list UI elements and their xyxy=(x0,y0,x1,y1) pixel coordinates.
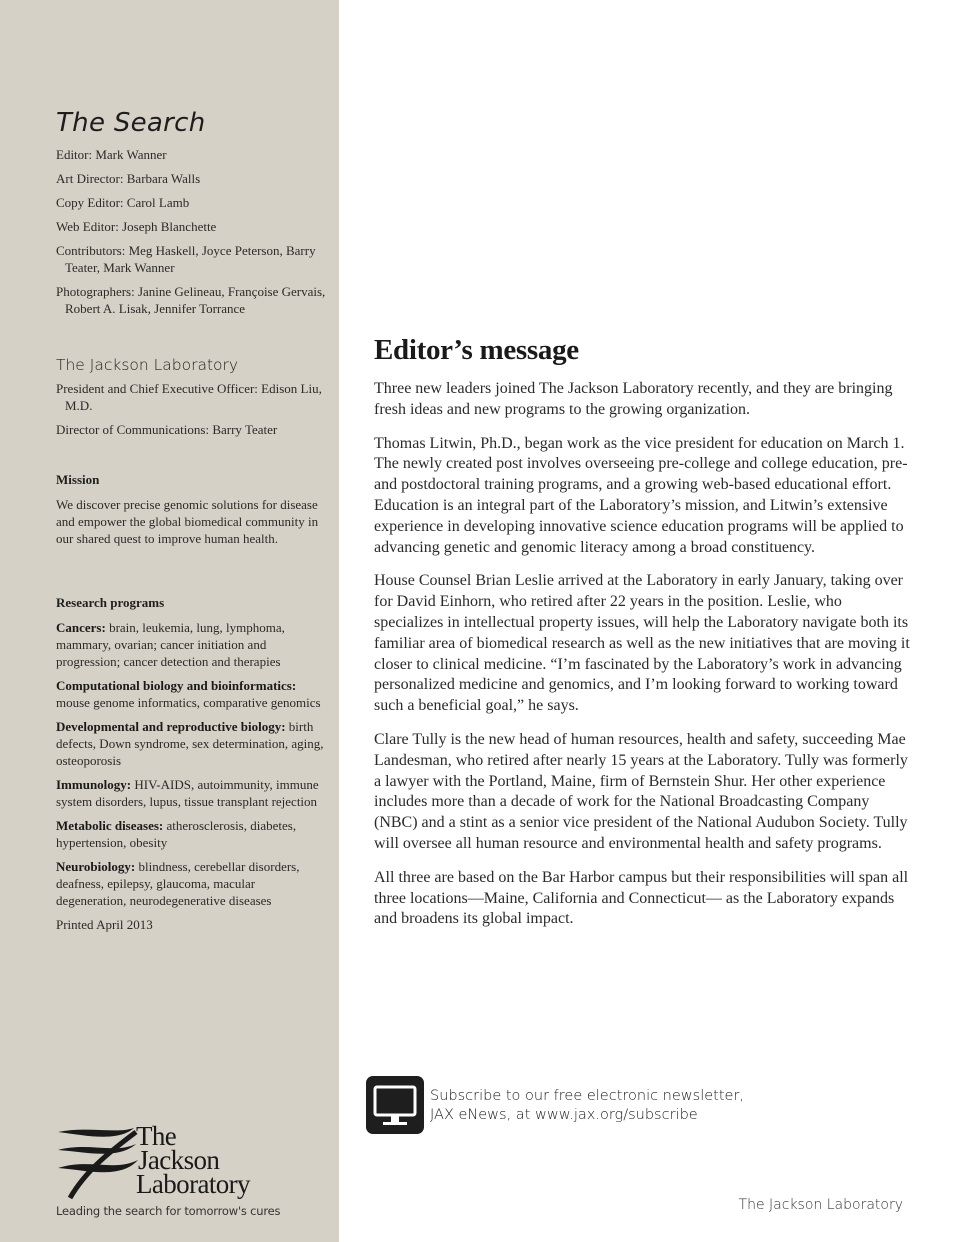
computer-monitor-icon xyxy=(366,1076,424,1134)
staff-web-editor: Web Editor: Joseph Blanchette xyxy=(56,219,217,234)
logo-tagline: Leading the search for tomorrow's cures xyxy=(56,1204,281,1218)
footer-label: The Jackson Laboratory xyxy=(738,1197,903,1213)
printed-date: Printed April 2013 xyxy=(56,917,153,932)
research-program: Immunology: HIV-AIDS, autoimmunity, immune system disorders, lupus, tissue transplant rejection xyxy=(56,777,319,809)
paragraph: Clare Tully is the new head of human resources, health and safety, succeeding Mae Landesman, who retired after nearly 15 years at the Laboratory. Tully was formerly a lawyer with the Portland, Maine, firm of Bernstein Shur. Her other experience includes more than a decade of work for the National Broadcasting Company (NBC) and a stint as a senior vice president of the National Audubon Society. Tully will oversee all human resource and environmental health and safety programs. xyxy=(374,730,908,852)
masthead-staff xyxy=(56,146,326,324)
swoosh-logo-icon xyxy=(56,1124,140,1202)
staff-art-director: Art Director: Barbara Walls xyxy=(56,171,201,186)
editor-message xyxy=(374,334,914,943)
research-programs-block xyxy=(56,595,326,933)
page-title: Editor’s message xyxy=(374,334,579,366)
org-name: The Jackson Laboratory xyxy=(56,356,239,374)
mission-text: We discover precise genomic solutions for disease and empower the global biomedical community in our shared quest to improve human health. xyxy=(56,497,319,546)
logo-wordmark: The Jackson Laboratory xyxy=(136,1121,250,1199)
org-president: President and Chief Executive Officer: Edison Liu, M.D. xyxy=(56,381,322,413)
staff-photographers: Photographers: Janine Gelineau, Françoise Gervais, Robert A. Lisak, Jennifer Torrance xyxy=(56,284,326,316)
staff-contributors: Contributors: Meg Haskell, Joyce Peterson, Barry Teater, Mark Wanner xyxy=(56,243,316,275)
publication-title: The Search xyxy=(56,108,206,138)
org-communications: Director of Communications: Barry Teater xyxy=(56,422,278,437)
research-program: Cancers: brain, leukemia, lung, lymphoma, mammary, ovarian; cancer initiation and progression; cancer detection and therapies xyxy=(56,620,285,669)
mission-heading: Mission xyxy=(56,472,100,487)
paragraph: Thomas Litwin, Ph.D., began work as the vice president for education on March 1. The newly created post involves overseeing pre-college and college education, pre- and postdoctoral training programs, and a growing web-based educational effort. Education is an integral part of the Laboratory’s mission, and Litwin’s extensive experience in developing innovative science education programs will be applied to advancing genetic and genomic literacy among a broad constituency. xyxy=(374,434,908,556)
sidebar xyxy=(0,0,339,1242)
newsletter-callout xyxy=(366,1076,766,1136)
research-program: Neurobiology: blindness, cerebellar disorders, deafness, epilepsy, glaucoma, macular degeneration, neurodegenerative diseases xyxy=(56,859,300,908)
jackson-lab-logo xyxy=(56,1121,326,1224)
newsletter-text: Subscribe to our free electronic newsletter, JAX eNews, at www.jax.org/subscribe xyxy=(430,1088,745,1123)
paragraph: Three new leaders joined The Jackson Laboratory recently, and they are bringing fresh ideas and new programs to the growing organization. xyxy=(374,380,893,418)
research-program: Metabolic diseases: atherosclerosis, diabetes, hypertension, obesity xyxy=(56,818,297,850)
research-program: Computational biology and bioinformatics: mouse genome informatics, comparative genomics xyxy=(56,678,321,710)
paragraph: House Counsel Brian Leslie arrived at the Laboratory in early January, taking over for David Einhorn, who retired after 22 years in the position. Leslie, who specializes in intellectual property issues, will help the Laboratory navigate both its familiar area of biomedical research as well as the new initiatives that are moving it closer to clinical medicine. “I’m fascinated by the Laboratory’s work in advancing personalized medicine and genomics, and I’m looking forward to working toward such a beneficial goal,” he says. xyxy=(374,572,910,715)
staff-copy-editor: Copy Editor: Carol Lamb xyxy=(56,195,190,210)
research-program: Developmental and reproductive biology: birth defects, Down syndrome, sex determination, aging, osteoporosis xyxy=(56,719,324,768)
paragraph: All three are based on the Bar Harbor campus but their responsibilities will span all three locations—Maine, California and Connecticut— as the Laboratory expands and broadens its global impact. xyxy=(374,868,909,928)
staff-editor: Editor: Mark Wanner xyxy=(56,147,167,162)
research-heading: Research programs xyxy=(56,595,165,610)
mission-block xyxy=(56,472,326,547)
org-block xyxy=(56,356,326,445)
